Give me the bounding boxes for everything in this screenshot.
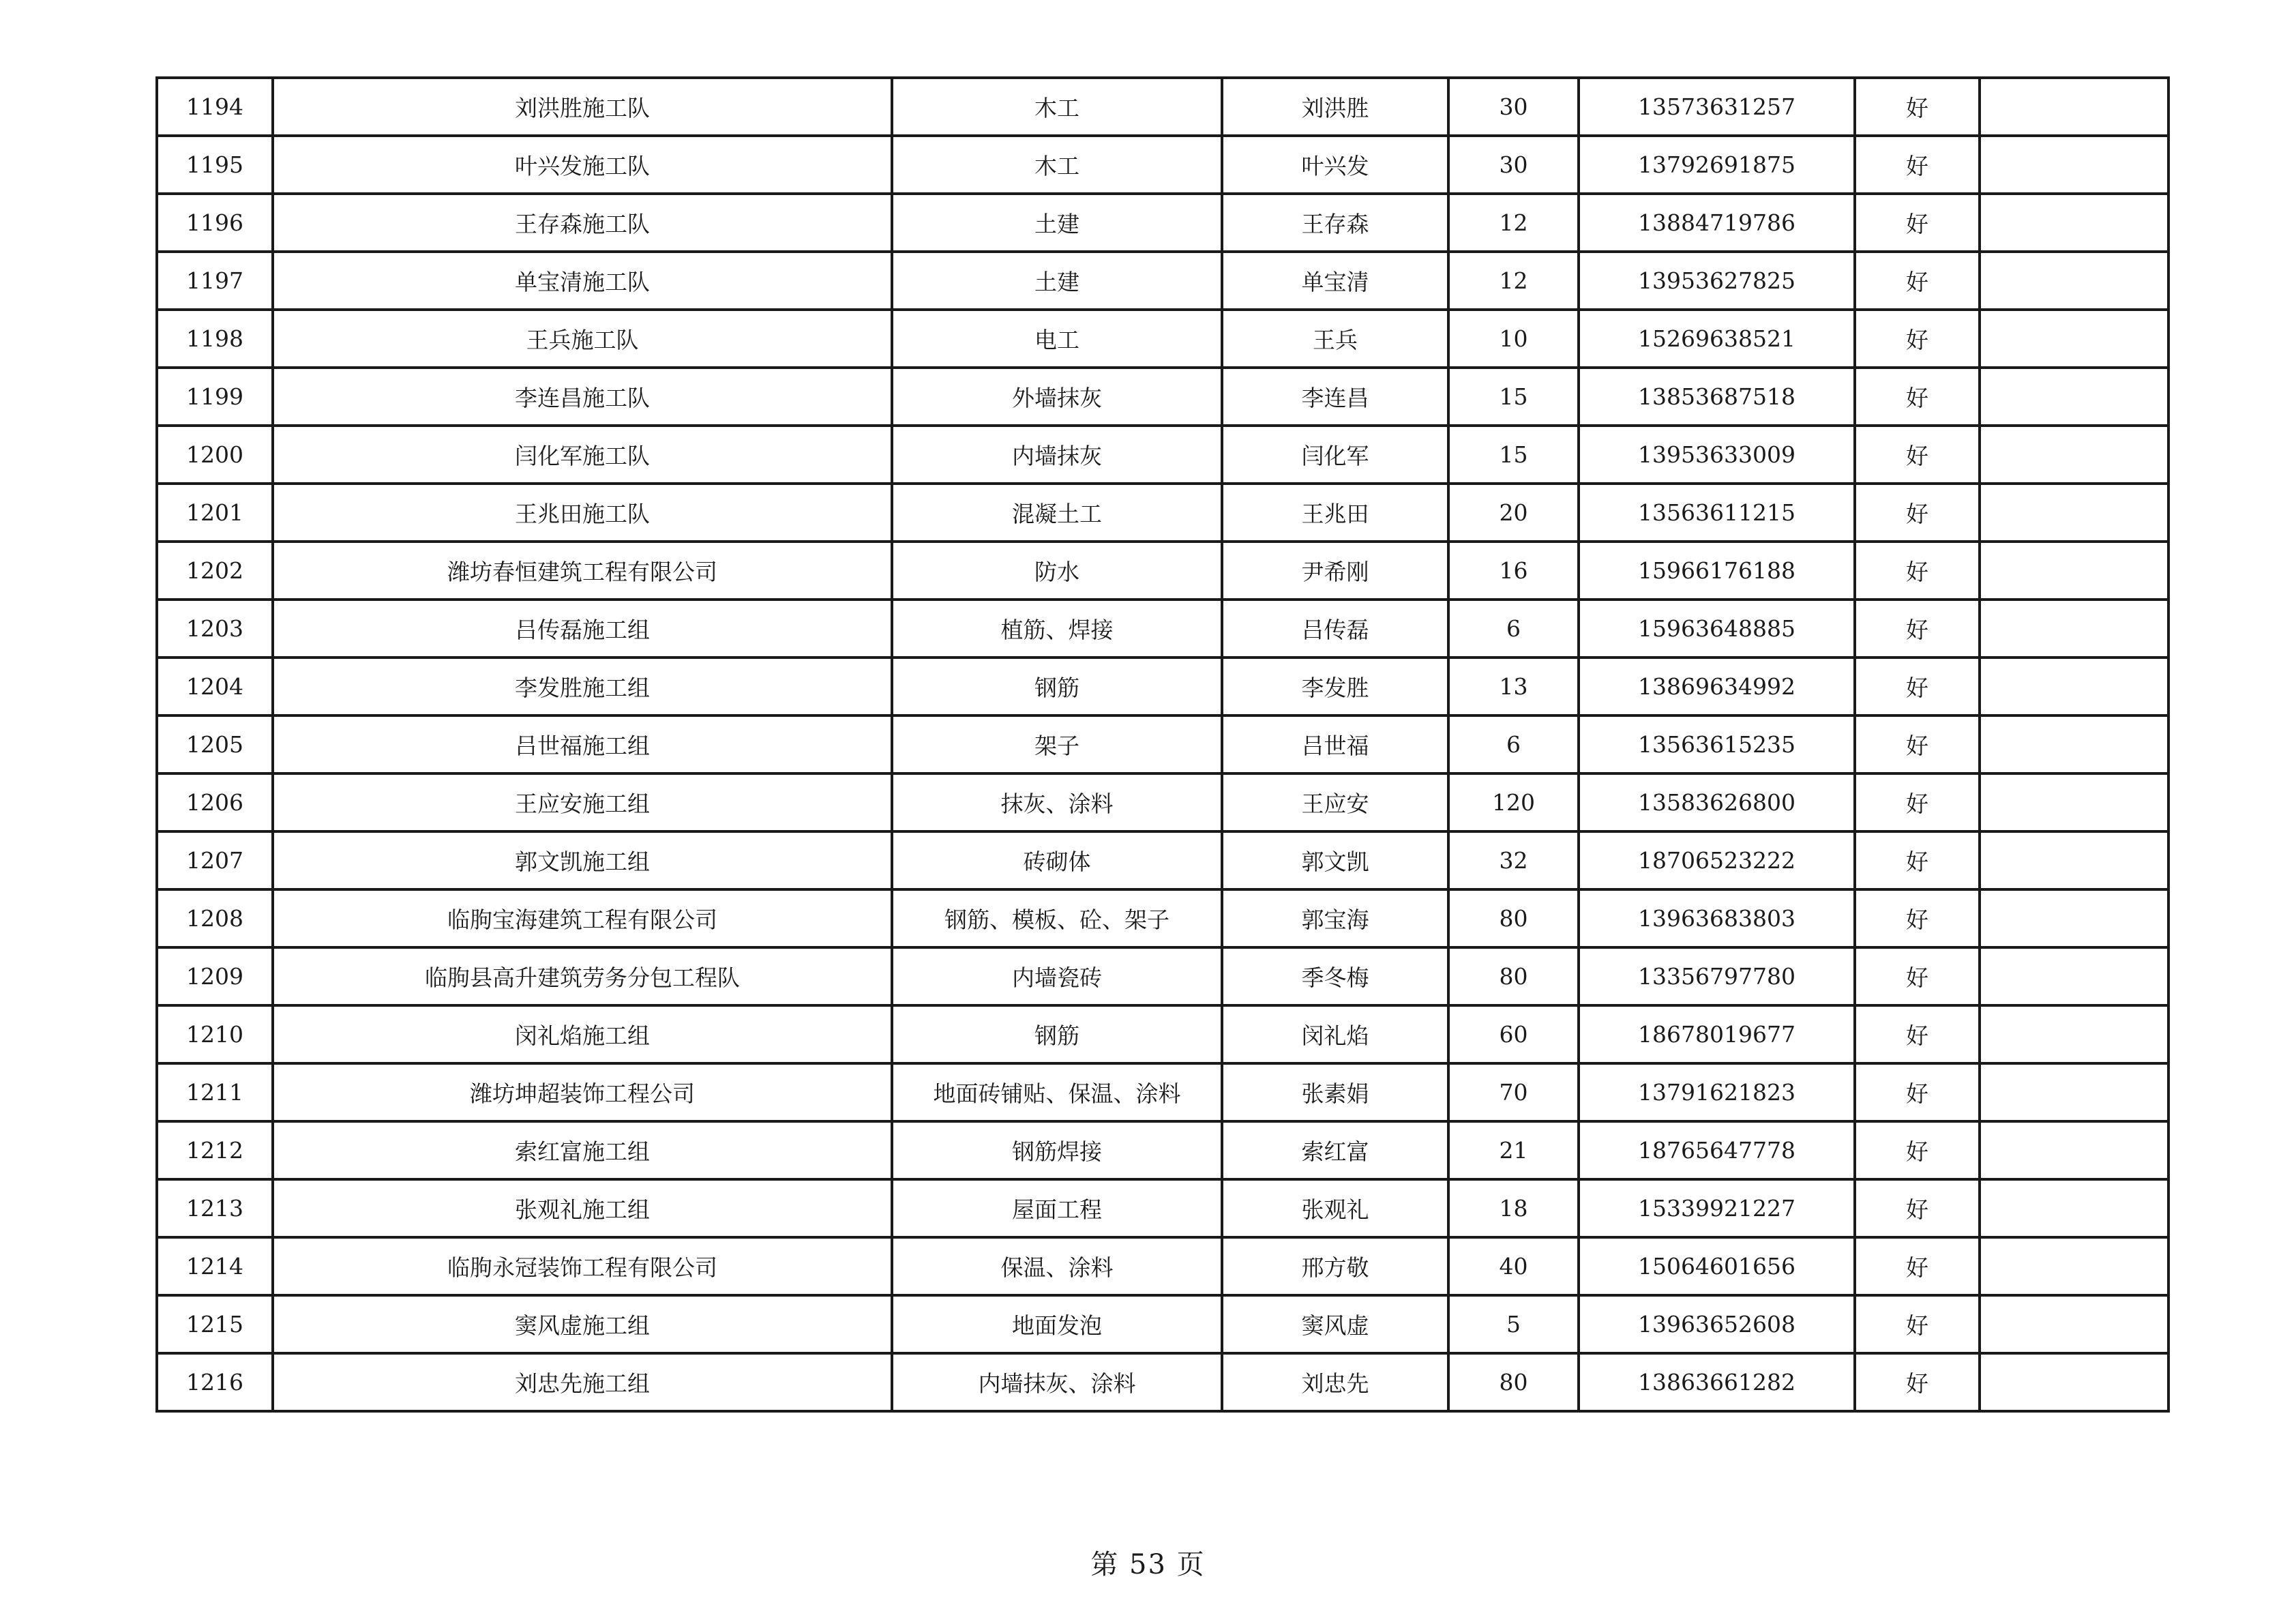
table-row [157,1063,2168,1121]
page-number: 第 53 页 [1090,1549,1206,1580]
row-number-cell: 1201 [157,484,273,542]
phone-number-cell: 15966176188 [1579,542,1855,600]
rating-cell: 好 [1855,773,1980,831]
remarks-cell [1980,773,2168,831]
team-name-cell: 王应安施工组 [273,773,892,831]
remarks-cell [1980,600,2168,658]
phone-number-cell: 13573631257 [1579,78,1855,136]
work-type-cell: 钢筋 [892,658,1222,715]
table-row [157,252,2168,310]
table-row [157,1005,2168,1063]
phone-number-cell: 13884719786 [1579,194,1855,252]
row-number-cell: 1194 [157,78,273,136]
remarks-cell [1980,831,2168,889]
team-name-cell: 郭文凯施工组 [273,831,892,889]
table-row [157,831,2168,889]
team-name-cell: 李发胜施工组 [273,658,892,715]
team-name-cell: 刘洪胜施工队 [273,78,892,136]
table-row [157,136,2168,194]
table-row [157,484,2168,542]
team-name-cell: 王存森施工队 [273,194,892,252]
phone-number-cell: 15339921227 [1579,1179,1855,1237]
work-type-cell: 混凝土工 [892,484,1222,542]
rating-cell: 好 [1855,310,1980,368]
rating-cell: 好 [1855,600,1980,658]
phone-number-cell: 13563611215 [1579,484,1855,542]
row-number-cell: 1210 [157,1005,273,1063]
team-name-cell: 叶兴发施工队 [273,136,892,194]
worker-count-cell: 40 [1448,1237,1579,1295]
table-row [157,658,2168,715]
table-row [157,78,2168,136]
contact-person-cell: 吕传磊 [1222,600,1448,658]
worker-count-cell: 10 [1448,310,1579,368]
contact-person-cell: 单宝清 [1222,252,1448,310]
phone-number-cell: 13863661282 [1579,1353,1855,1411]
phone-number-cell: 13583626800 [1579,773,1855,831]
row-number-cell: 1208 [157,889,273,947]
team-name-cell: 临朐宝海建筑工程有限公司 [273,889,892,947]
rating-cell: 好 [1855,889,1980,947]
work-type-cell: 木工 [892,78,1222,136]
contact-person-cell: 刘忠先 [1222,1353,1448,1411]
rating-cell: 好 [1855,252,1980,310]
row-number-cell: 1205 [157,715,273,773]
phone-number-cell: 13563615235 [1579,715,1855,773]
team-name-cell: 单宝清施工队 [273,252,892,310]
row-number-cell: 1209 [157,947,273,1005]
table-row [157,194,2168,252]
worker-count-cell: 120 [1448,773,1579,831]
rating-cell: 好 [1855,1237,1980,1295]
table-row [157,542,2168,600]
remarks-cell [1980,78,2168,136]
rating-cell: 好 [1855,1179,1980,1237]
contact-person-cell: 邢方敬 [1222,1237,1448,1295]
work-type-cell: 钢筋、模板、砼、架子 [892,889,1222,947]
worker-count-cell: 13 [1448,658,1579,715]
rating-cell: 好 [1855,484,1980,542]
contact-person-cell: 王应安 [1222,773,1448,831]
worker-count-cell: 15 [1448,426,1579,484]
worker-count-cell: 6 [1448,600,1579,658]
rating-cell: 好 [1855,1121,1980,1179]
phone-number-cell: 15064601656 [1579,1237,1855,1295]
contact-person-cell: 张观礼 [1222,1179,1448,1237]
team-name-cell: 王兵施工队 [273,310,892,368]
remarks-cell [1980,947,2168,1005]
rating-cell: 好 [1855,368,1980,426]
team-name-cell: 临朐永冠装饰工程有限公司 [273,1237,892,1295]
team-name-cell: 闫化军施工队 [273,426,892,484]
contractor-table-body [157,78,2168,1411]
phone-number-cell: 13791621823 [1579,1063,1855,1121]
rating-cell: 好 [1855,658,1980,715]
remarks-cell [1980,484,2168,542]
row-number-cell: 1195 [157,136,273,194]
contact-person-cell: 张素娟 [1222,1063,1448,1121]
team-name-cell: 张观礼施工组 [273,1179,892,1237]
phone-number-cell: 13963652608 [1579,1295,1855,1353]
work-type-cell: 保温、涂料 [892,1237,1222,1295]
work-type-cell: 防水 [892,542,1222,600]
phone-number-cell: 18765647778 [1579,1121,1855,1179]
table-row [157,1121,2168,1179]
worker-count-cell: 60 [1448,1005,1579,1063]
work-type-cell: 内墙抹灰 [892,426,1222,484]
rating-cell: 好 [1855,715,1980,773]
worker-count-cell: 21 [1448,1121,1579,1179]
work-type-cell: 电工 [892,310,1222,368]
row-number-cell: 1206 [157,773,273,831]
rating-cell: 好 [1855,426,1980,484]
phone-number-cell: 13953633009 [1579,426,1855,484]
phone-number-cell: 18678019677 [1579,1005,1855,1063]
team-name-cell: 潍坊春恒建筑工程有限公司 [273,542,892,600]
contact-person-cell: 王兵 [1222,310,1448,368]
work-type-cell: 土建 [892,252,1222,310]
rating-cell: 好 [1855,136,1980,194]
worker-count-cell: 80 [1448,889,1579,947]
row-number-cell: 1199 [157,368,273,426]
rating-cell: 好 [1855,1295,1980,1353]
phone-number-cell: 13792691875 [1579,136,1855,194]
work-type-cell: 抹灰、涂料 [892,773,1222,831]
row-number-cell: 1211 [157,1063,273,1121]
remarks-cell [1980,310,2168,368]
rating-cell: 好 [1855,1063,1980,1121]
remarks-cell [1980,194,2168,252]
contact-person-cell: 闫化军 [1222,426,1448,484]
team-name-cell: 刘忠先施工组 [273,1353,892,1411]
contact-person-cell: 尹希刚 [1222,542,1448,600]
contact-person-cell: 季冬梅 [1222,947,1448,1005]
row-number-cell: 1196 [157,194,273,252]
remarks-cell [1980,426,2168,484]
worker-count-cell: 12 [1448,252,1579,310]
work-type-cell: 木工 [892,136,1222,194]
team-name-cell: 闵礼焰施工组 [273,1005,892,1063]
contact-person-cell: 窦风虚 [1222,1295,1448,1353]
contact-person-cell: 叶兴发 [1222,136,1448,194]
remarks-cell [1980,136,2168,194]
row-number-cell: 1214 [157,1237,273,1295]
contact-person-cell: 吕世福 [1222,715,1448,773]
contact-person-cell: 刘洪胜 [1222,78,1448,136]
phone-number-cell: 13869634992 [1579,658,1855,715]
team-name-cell: 索红富施工组 [273,1121,892,1179]
row-number-cell: 1207 [157,831,273,889]
contact-person-cell: 索红富 [1222,1121,1448,1179]
work-type-cell: 地面发泡 [892,1295,1222,1353]
team-name-cell: 临朐县高升建筑劳务分包工程队 [273,947,892,1005]
table-row [157,426,2168,484]
worker-count-cell: 80 [1448,1353,1579,1411]
table-row [157,715,2168,773]
worker-count-cell: 18 [1448,1179,1579,1237]
rating-cell: 好 [1855,1353,1980,1411]
row-number-cell: 1213 [157,1179,273,1237]
team-name-cell: 王兆田施工队 [273,484,892,542]
worker-count-cell: 20 [1448,484,1579,542]
team-name-cell: 吕传磊施工组 [273,600,892,658]
worker-count-cell: 32 [1448,831,1579,889]
phone-number-cell: 13953627825 [1579,252,1855,310]
table-row [157,1179,2168,1237]
team-name-cell: 吕世福施工组 [273,715,892,773]
rating-cell: 好 [1855,831,1980,889]
rating-cell: 好 [1855,947,1980,1005]
phone-number-cell: 15269638521 [1579,310,1855,368]
row-number-cell: 1202 [157,542,273,600]
remarks-cell [1980,889,2168,947]
rating-cell: 好 [1855,1005,1980,1063]
phone-number-cell: 13853687518 [1579,368,1855,426]
work-type-cell: 内墙抹灰、涂料 [892,1353,1222,1411]
contact-person-cell: 郭文凯 [1222,831,1448,889]
work-type-cell: 砖砌体 [892,831,1222,889]
row-number-cell: 1212 [157,1121,273,1179]
table-row [157,947,2168,1005]
worker-count-cell: 15 [1448,368,1579,426]
table-row [157,368,2168,426]
table-row [157,600,2168,658]
contact-person-cell: 闵礼焰 [1222,1005,1448,1063]
worker-count-cell: 12 [1448,194,1579,252]
work-type-cell: 钢筋焊接 [892,1121,1222,1179]
work-type-cell: 架子 [892,715,1222,773]
remarks-cell [1980,715,2168,773]
table-row [157,310,2168,368]
remarks-cell [1980,252,2168,310]
work-type-cell: 钢筋 [892,1005,1222,1063]
contact-person-cell: 李连昌 [1222,368,1448,426]
phone-number-cell: 18706523222 [1579,831,1855,889]
team-name-cell: 李连昌施工队 [273,368,892,426]
worker-count-cell: 30 [1448,136,1579,194]
worker-count-cell: 6 [1448,715,1579,773]
remarks-cell [1980,1353,2168,1411]
row-number-cell: 1215 [157,1295,273,1353]
contact-person-cell: 王兆田 [1222,484,1448,542]
work-type-cell: 屋面工程 [892,1179,1222,1237]
team-name-cell: 窦风虚施工组 [273,1295,892,1353]
row-number-cell: 1203 [157,600,273,658]
remarks-cell [1980,1237,2168,1295]
work-type-cell: 植筋、焊接 [892,600,1222,658]
table-row [157,773,2168,831]
worker-count-cell: 80 [1448,947,1579,1005]
work-type-cell: 内墙瓷砖 [892,947,1222,1005]
worker-count-cell: 70 [1448,1063,1579,1121]
work-type-cell: 外墙抹灰 [892,368,1222,426]
contact-person-cell: 王存森 [1222,194,1448,252]
work-type-cell: 地面砖铺贴、保温、涂料 [892,1063,1222,1121]
remarks-cell [1980,1179,2168,1237]
remarks-cell [1980,1121,2168,1179]
worker-count-cell: 30 [1448,78,1579,136]
worker-count-cell: 5 [1448,1295,1579,1353]
worker-count-cell: 16 [1448,542,1579,600]
row-number-cell: 1200 [157,426,273,484]
row-number-cell: 1198 [157,310,273,368]
team-name-cell: 潍坊坤超装饰工程公司 [273,1063,892,1121]
rating-cell: 好 [1855,78,1980,136]
table-row [157,1353,2168,1411]
remarks-cell [1980,1295,2168,1353]
row-number-cell: 1204 [157,658,273,715]
remarks-cell [1980,542,2168,600]
remarks-cell [1980,1063,2168,1121]
table-row [157,889,2168,947]
work-type-cell: 土建 [892,194,1222,252]
table-row [157,1295,2168,1353]
remarks-cell [1980,1005,2168,1063]
phone-number-cell: 13963683803 [1579,889,1855,947]
row-number-cell: 1197 [157,252,273,310]
remarks-cell [1980,368,2168,426]
table-row [157,1237,2168,1295]
contact-person-cell: 郭宝海 [1222,889,1448,947]
remarks-cell [1980,658,2168,715]
phone-number-cell: 15963648885 [1579,600,1855,658]
rating-cell: 好 [1855,194,1980,252]
phone-number-cell: 13356797780 [1579,947,1855,1005]
contact-person-cell: 李发胜 [1222,658,1448,715]
contractor-table [155,76,2170,1413]
row-number-cell: 1216 [157,1353,273,1411]
rating-cell: 好 [1855,542,1980,600]
